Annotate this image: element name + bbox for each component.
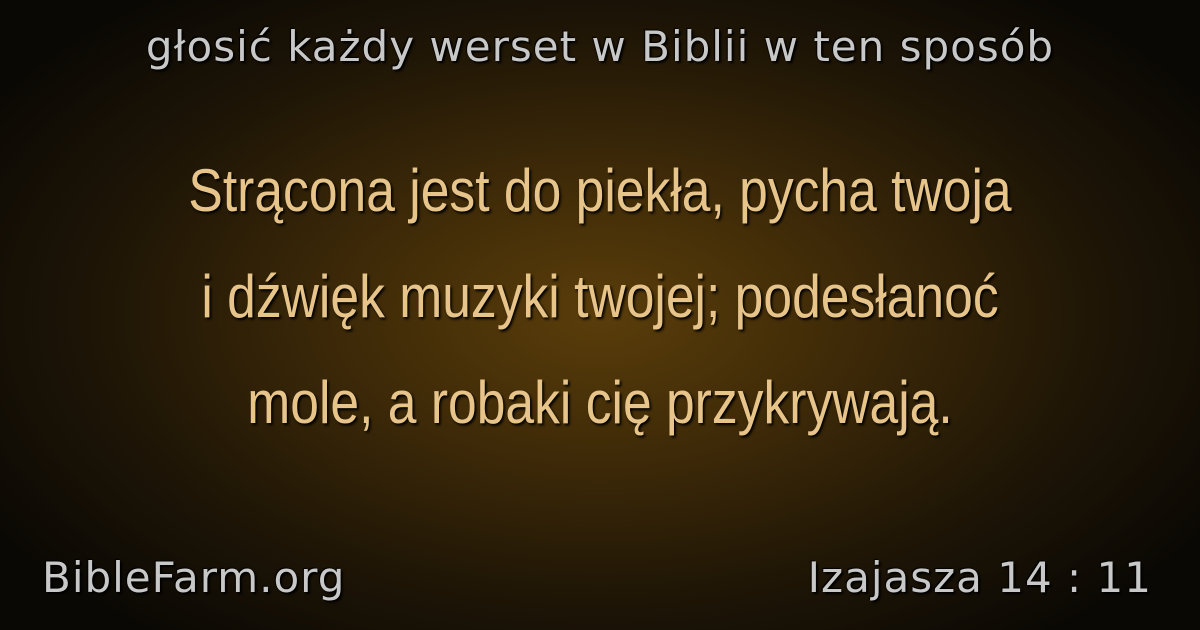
verse-line-2: i dźwięk muzyki twojej; podesłanoć xyxy=(201,263,999,330)
verse-reference: Izajasza 14 : 11 xyxy=(807,553,1152,602)
verse-line-3: mole, a robaki cię przykrywają. xyxy=(247,369,953,436)
verse-text xyxy=(40,138,1160,456)
site-name: BibleFarm.org xyxy=(42,553,346,602)
verse-line-1: Strącona jest do piekła, pycha twoja xyxy=(188,157,1012,224)
header-tagline: głosić każdy werset w Biblii w ten sposób xyxy=(145,22,1055,71)
